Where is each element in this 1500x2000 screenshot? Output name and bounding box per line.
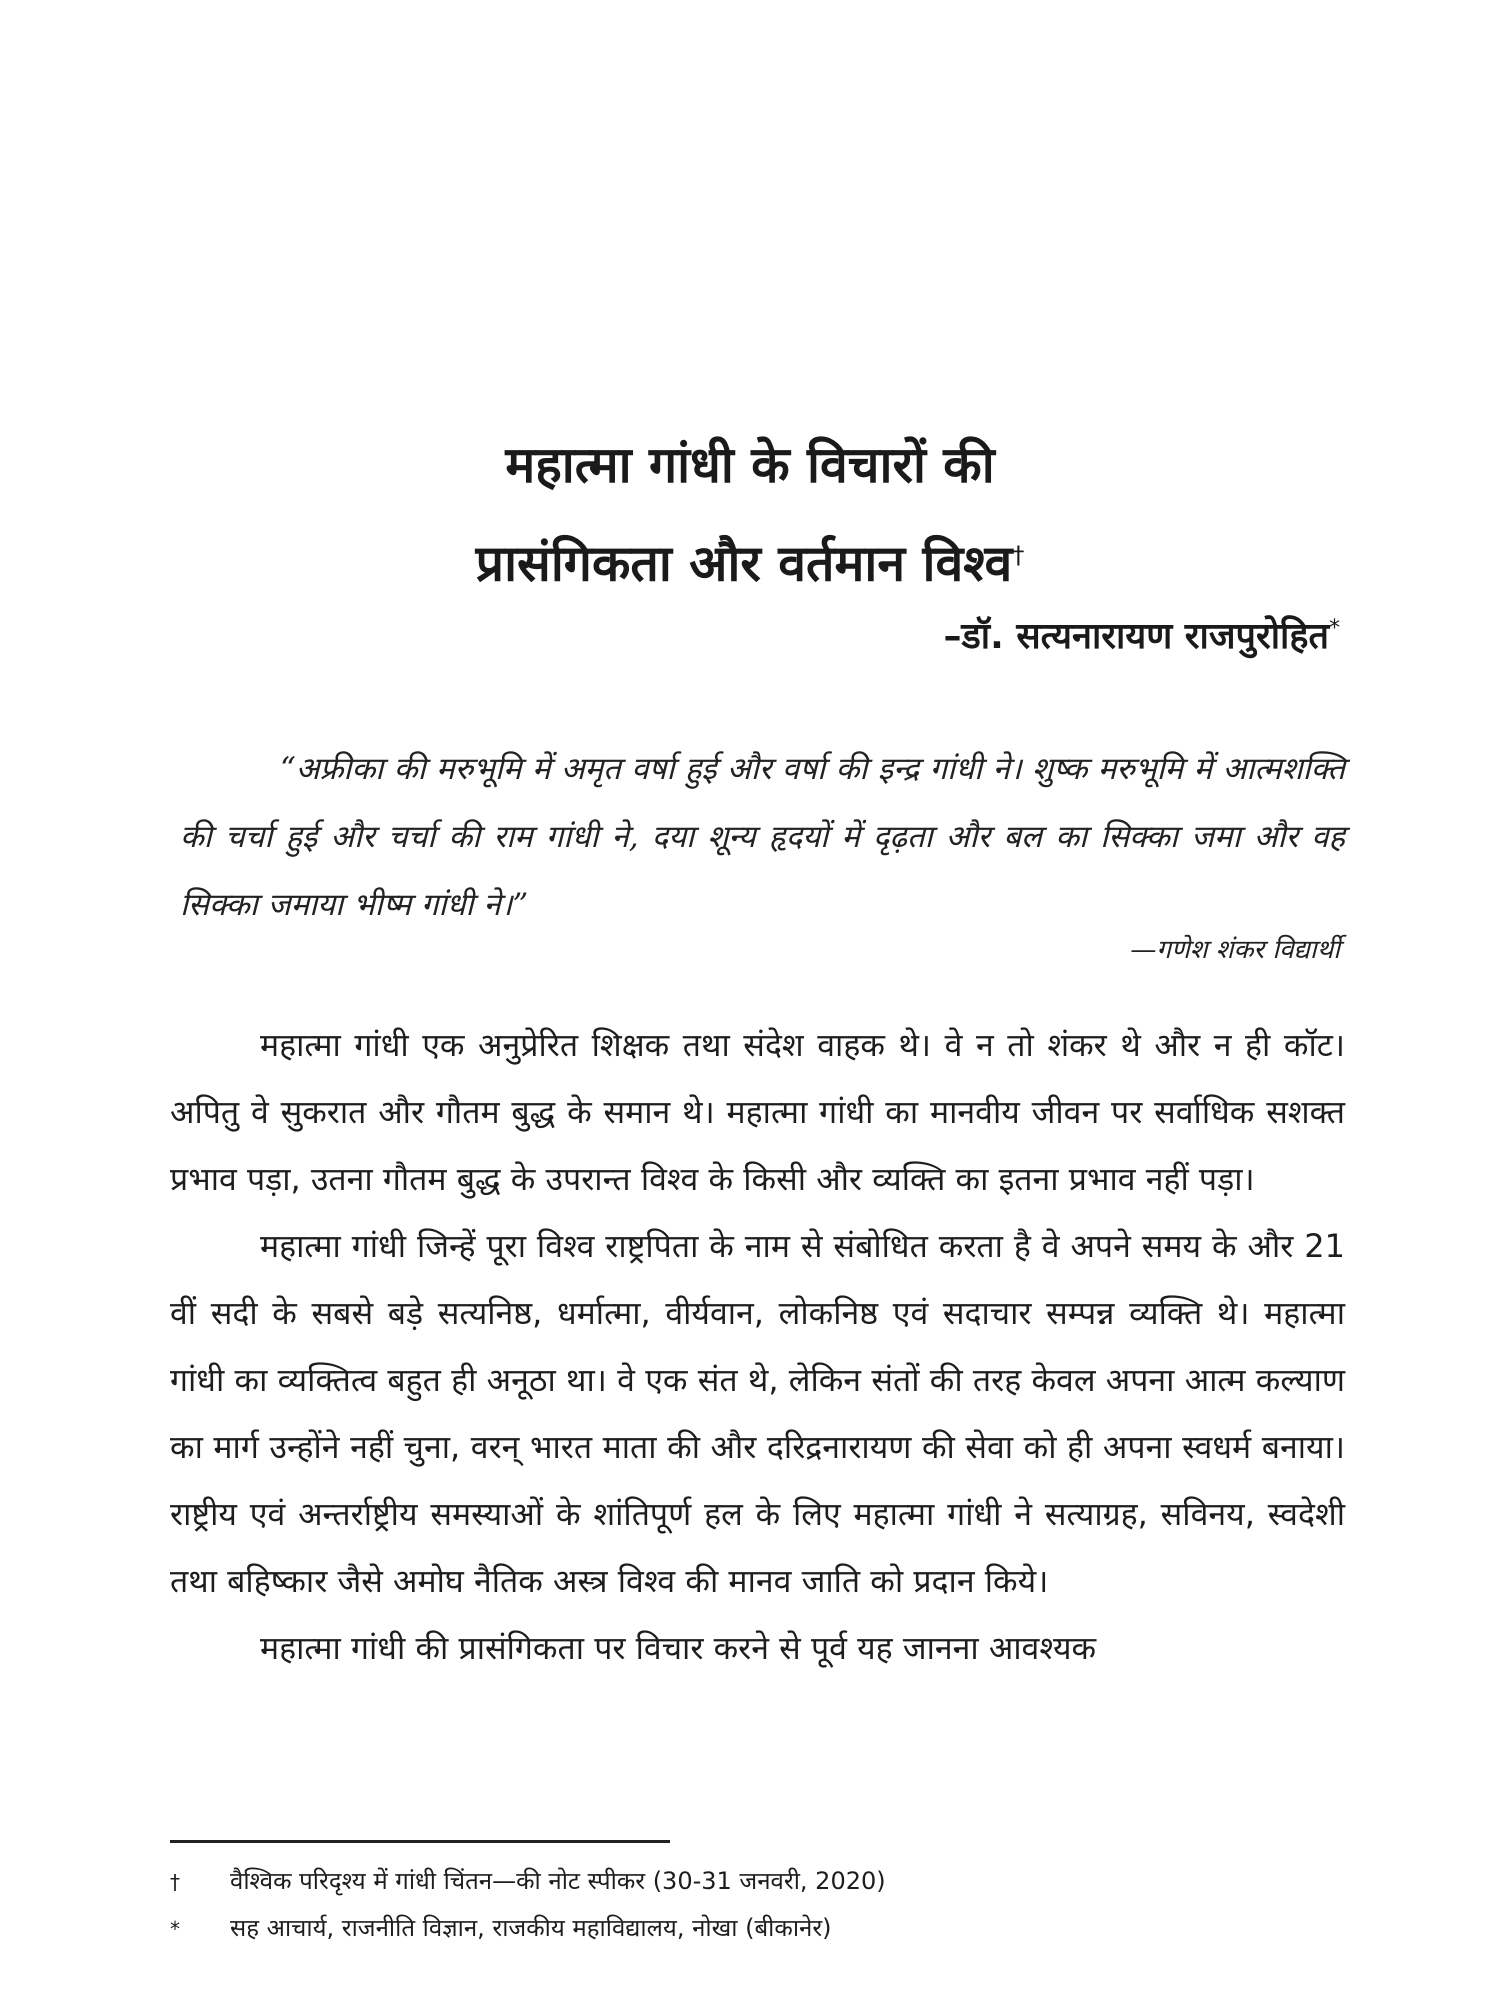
body-text	[170, 1012, 1345, 1682]
footnote-1-text: वैश्विक परिदृश्य में गांधी चिंतन—की नोट स्पीकर (30-31 जनवरी, 2020)	[230, 1867, 886, 1895]
footnote-2-mark: *	[170, 1917, 180, 1941]
epigraph-source: —गणेश शंकर विद्यार्थी	[1130, 935, 1340, 965]
footnote-2	[170, 1905, 1345, 1952]
author-name: –डॉ. सत्यनारायण राजपुरोहित	[943, 616, 1329, 657]
footnote-1-mark: †	[170, 1870, 180, 1894]
paragraph-1: महात्मा गांधी एक अनुप्रेरित शिक्षक तथा संदेश वाहक थे। वे न तो शंकर थे और न ही कॉट। अपितु वे सुकरात और गौतम बुद्ध के समान थे। महात्मा गांधी का मानवीय जीवन पर सर्वाधिक सशक्त प्रभाव पड़ा, उतना गौतम बुद्ध के उपरान्त विश्व के किसी और व्यक्ति का इतना प्रभाव नहीं पड़ा।	[170, 1026, 1345, 1198]
title-footnote-mark: †	[1012, 541, 1025, 569]
paragraph-3: महात्मा गांधी की प्रासंगिकता पर विचार करने से पूर्व यह जानना आवश्यक	[260, 1629, 1097, 1667]
author-footnote-mark: *	[1329, 616, 1340, 641]
title-line-2	[190, 510, 1310, 609]
title-line-1: महात्मा गांधी के विचारों की	[505, 436, 995, 494]
paragraph-2: महात्मा गांधी जिन्हें पूरा विश्व राष्ट्रपिता के नाम से संबोधित करता है वे अपने समय के और 21 वीं सदी के सबसे बड़े सत्यनिष्ठ, धर्मात्मा, वीर्यवान, लोकनिष्ठ एवं सदाचार सम्पन्न व्यक्ति थे। महात्मा गांधी का व्यक्तित्व बहुत ही अनूठा था। वे एक संत थे, लेकिन संतों की तरह केवल अपना आत्म कल्याण का मार्ग उन्होंने नहीं चुना, वरन् भारत माता की और दरिद्रनारायण की सेवा को ही अपना स्वधर्म बनाया। राष्ट्रीय एवं अन्तर्राष्ट्रीय समस्याओं के शांतिपूर्ण हल के लिए महात्मा गांधी ने सत्याग्रह, सविनय, स्वदेशी तथा बहिष्कार जैसे अमोघ नैतिक अस्त्र विश्व की मानव जाति को प्रदान किये।	[170, 1227, 1345, 1600]
author-byline	[944, 610, 1340, 659]
epigraph-quote: “अफ्रीका की मरुभूमि में अमृत वर्षा हुई और वर्षा की इन्द्र गांधी ने। शुष्क मरुभूमि में आत्मशक्ति की चर्चा हुई और चर्चा की राम गांधी ने, दया शून्य हृदयों में दृढ़ता और बल का सिक्का जमा और वह सिक्का जमाया भीष्म गांधी ने।”	[180, 751, 1345, 923]
footnote-1	[170, 1858, 1345, 1905]
footnotes	[170, 1858, 1345, 1952]
footnote-divider	[170, 1840, 670, 1843]
title-line-2-text: प्रासंगिकता और वर्तमान विश्व	[475, 534, 1013, 593]
footnote-2-text: सह आचार्य, राजनीति विज्ञान, राजकीय महाविद्यालय, नोखा (बीकानेर)	[230, 1914, 832, 1942]
article-title	[190, 420, 1310, 609]
